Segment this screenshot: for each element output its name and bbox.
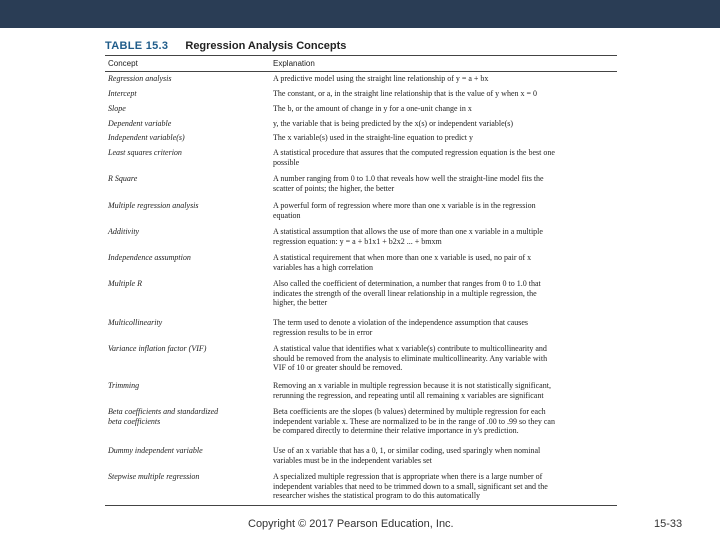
explanation-cell: Beta coefficients are the slopes (b values) determined by multiple regression for each independent variable x. These are normalized to be in the range of .00 to .99 so they can be compared directly to determine their relative importance in y's prediction. [273, 407, 555, 435]
explanation-cell: The term used to denote a violation of the independence assumption that causes regression results to be in error [273, 318, 529, 337]
concept-cell: Multiple regression analysis [108, 201, 199, 210]
explanation-cell: Removing an x variable in multiple regression because it is not statistically significant, rerunning the regression, and repeating until all remaining x variables are significant [273, 381, 551, 400]
concept-cell: R Square [108, 174, 138, 183]
concept-cell: Dependent variable [108, 119, 172, 128]
table-number: TABLE 15.3 [105, 40, 169, 52]
explanation-cell: The x variable(s) used in the straight-line equation to predict y [273, 133, 473, 142]
header-explanation: Explanation [273, 59, 315, 68]
concept-cell: Intercept [108, 89, 137, 98]
concept-cell: Stepwise multiple regression [108, 472, 200, 481]
top-banner [0, 0, 720, 28]
concept-cell: Trimming [108, 381, 140, 390]
explanation-cell: Also called the coefficient of determination, a number that ranges from 0 to 1.0 that indicates the strength of the overall linear relationship in a multiple regression, the higher, the better [273, 279, 541, 307]
explanation-cell: Use of an x variable that has a 0, 1, or similar coding, used sparingly when nominal variables must be in the independent variables set [273, 446, 541, 465]
slide-number: 15-33 [654, 518, 683, 530]
explanation-cell: A predictive model using the straight line relationship of y = a + bx [273, 74, 489, 83]
explanation-cell: A specialized multiple regression that is appropriate when there is a large number of independent variables that need to be trimmed down to a small, significant set and the researcher wishes the statistical program to do this automatically [273, 472, 548, 500]
explanation-cell: The constant, or a, in the straight line relationship that is the value of y when x = 0 [273, 89, 538, 98]
explanation-cell: The b, or the amount of change in y for a one-unit change in x [273, 104, 472, 113]
table-name: Regression Analysis Concepts [185, 40, 347, 52]
concept-cell: Independent variable(s) [108, 133, 185, 142]
table-header-rule [105, 71, 617, 72]
explanation-cell: A statistical procedure that assures that the computed regression equation is the best one possible [273, 148, 555, 167]
concept-cell: Dummy independent variable [108, 446, 203, 455]
explanation-cell: A statistical assumption that allows the use of more than one x variable in a multiple regression equation: y = a + b1x1 + b2x2 ... + bmxm [273, 227, 543, 246]
copyright-notice: Copyright © 2017 Pearson Education, Inc. [248, 518, 454, 530]
concept-cell: Slope [108, 104, 126, 113]
explanation-cell: A number ranging from 0 to 1.0 that reveals how well the straight-line model fits the scatter of points; the higher, the better [273, 174, 544, 193]
concept-cell: Multicollinearity [108, 318, 163, 327]
header-concept: Concept [108, 59, 138, 68]
explanation-cell: y, the variable that is being predicted by the x(s) or independent variable(s) [273, 119, 514, 128]
table-bottom-rule [105, 505, 617, 506]
concept-cell: Beta coefficients and standardized beta coefficients [108, 407, 219, 426]
explanation-cell: A powerful form of regression where more than one x variable is in the regression equation [273, 201, 536, 220]
concept-cell: Independence assumption [108, 253, 191, 262]
explanation-cell: A statistical requirement that when more than one x variable is used, no pair of x variables has a high correlation [273, 253, 532, 272]
concept-cell: Variance inflation factor (VIF) [108, 344, 207, 353]
explanation-cell: A statistical value that identifies what x variable(s) contribute to multicollinearity and should be removed from the analysis to eliminate multicollinearity. Any variable with VIF of 10 or greater should be removed. [273, 344, 548, 372]
table-title [105, 40, 346, 52]
concept-cell: Multiple R [108, 279, 142, 288]
concept-cell: Least squares criterion [108, 148, 182, 157]
table-top-rule [105, 55, 617, 56]
concept-cell: Regression analysis [108, 74, 172, 83]
concept-cell: Additivity [108, 227, 140, 236]
